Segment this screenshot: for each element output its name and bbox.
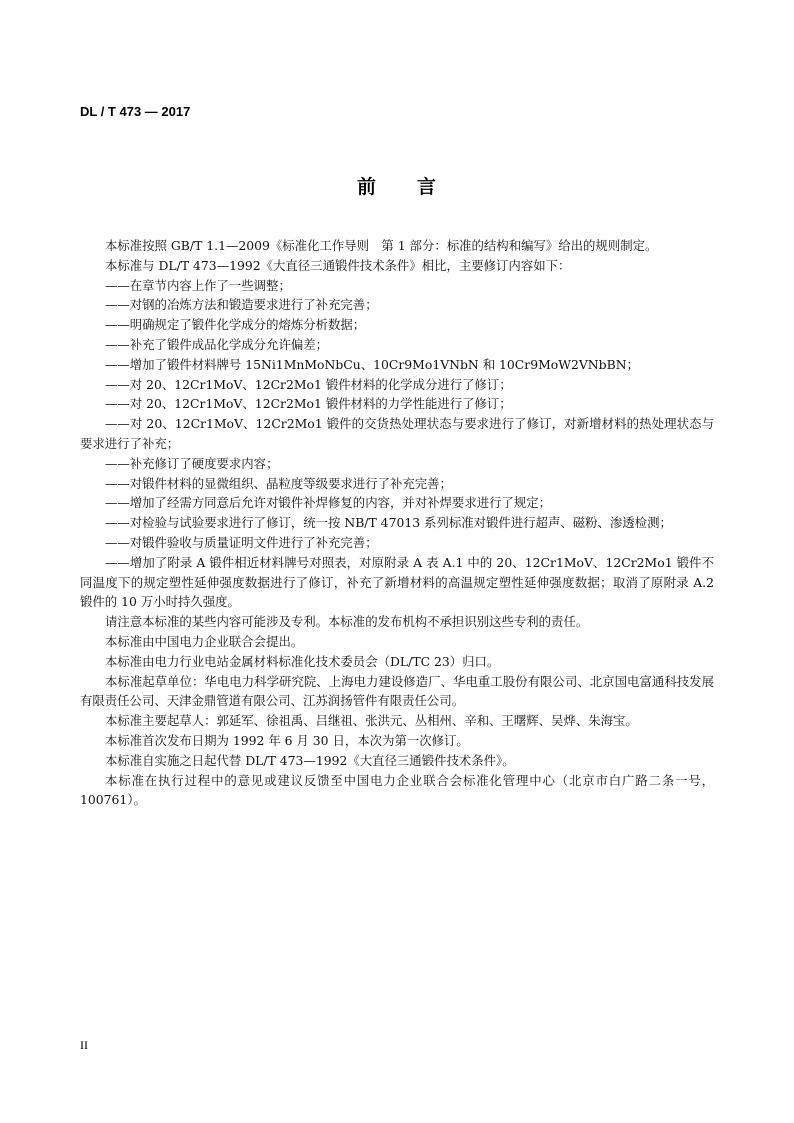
- paragraph-drafting-units: 本标准起草单位：华电电力科学研究院、上海电力建设修造厂、华电重工股份有限公司、北京国电富通科技发展有限责任公司、天津金鼎管道有限公司、江苏润扬管件有限责任公司。: [80, 673, 714, 709]
- paragraph-drafters: 本标准主要起草人：郭延军、徐祖禹、吕继祖、张洪元、丛相州、辛和、王曙辉、吴烨、朱海宝。: [105, 713, 638, 729]
- list-item: ——对 20、12Cr1MoV、12Cr2Mo1 锻件材料的化学成分进行了修订；: [105, 376, 512, 392]
- list-item: ——补充了锻件成品化学成分允许偏差；: [105, 336, 329, 352]
- page-title: 前 言: [356, 176, 437, 198]
- page-number: II: [80, 1038, 88, 1052]
- list-item: ——增加了锻件材料牌号 15Ni1MnMoNbCu、10Cr9Mo1VNbN 和 10Cr9MoW2VNbBN；: [105, 356, 639, 372]
- paragraph-comparison: 本标准与 DL/T 473—1992《大直径三通锻件技术条件》相比，主要修订内容如下：: [105, 257, 571, 273]
- list-item: ——对锻件材料的显微组织、晶粒度等级要求进行了补充完善；: [105, 475, 452, 491]
- paragraph-replacement: 本标准自实施之日起代替 DL/T 473—1992《大直径三通锻件技术条件》。: [105, 752, 515, 768]
- list-item: ——对锻件验收与质量证明文件进行了补充完善；: [105, 534, 378, 550]
- foreword-body: [80, 236, 714, 810]
- list-item: ——明确规定了锻件化学成分的熔炼分析数据；: [105, 317, 366, 333]
- document-code-header: DL / T 473 — 2017: [80, 104, 191, 119]
- list-item: ——增加了附录 A 锻件相近材料牌号对照表，对原附录 A 表 A.1 中的 20、12Cr1MoV、12Cr2Mo1 锻件不同温度下的规定塑性延伸强度数据进行了修订，补充了新增材料的高温规定塑性延伸强度数据；取消了原附录 A.2 锻件的 10 万小时持久强度。: [80, 554, 714, 610]
- paragraph-committee: 本标准由电力行业电站金属材料标准化技术委员会（DL/TC 23）归口。: [105, 653, 500, 669]
- paragraph-feedback: 本标准在执行过程中的意见或建议反馈至中国电力企业联合会标准化管理中心（北京市白广路二条一号，100761）。: [80, 772, 714, 808]
- list-item: ——对 20、12Cr1MoV、12Cr2Mo1 锻件的交货热处理状态与要求进行了修订，对新增材料的热处理状态与要求进行了补充；: [80, 416, 714, 451]
- list-item: ——在章节内容上作了一些调整；: [105, 277, 291, 293]
- list-item: ——对 20、12Cr1MoV、12Cr2Mo1 锻件材料的力学性能进行了修订；: [105, 396, 512, 412]
- list-item: ——对钢的冶炼方法和锻造要求进行了补充完善；: [105, 297, 378, 313]
- list-item: ——对检验与试验要求进行了修订，统一按 NB/T 47013 系列标准对锻件进行超声、磁粉、渗透检测；: [105, 515, 672, 531]
- list-item: ——增加了经需方同意后允许对锻件补焊修复的内容，并对补焊要求进行了规定；: [105, 495, 552, 511]
- paragraph-first-release: 本标准首次发布日期为 1992 年 6 月 30 日，本次为第一次修订。: [105, 732, 469, 748]
- paragraph-proposer: 本标准由中国电力企业联合会提出。: [105, 633, 304, 649]
- paragraph-patent-notice: 请注意本标准的某些内容可能涉及专利。本标准的发布机构不承担识别这些专利的责任。: [105, 614, 589, 630]
- list-item: ——补充修订了硬度要求内容；: [105, 455, 279, 471]
- paragraph-basis: 本标准按照 GB/T 1.1—2009《标准化工作导则 第 1 部分：标准的结构和编写》给出的规则制定。: [105, 238, 658, 253]
